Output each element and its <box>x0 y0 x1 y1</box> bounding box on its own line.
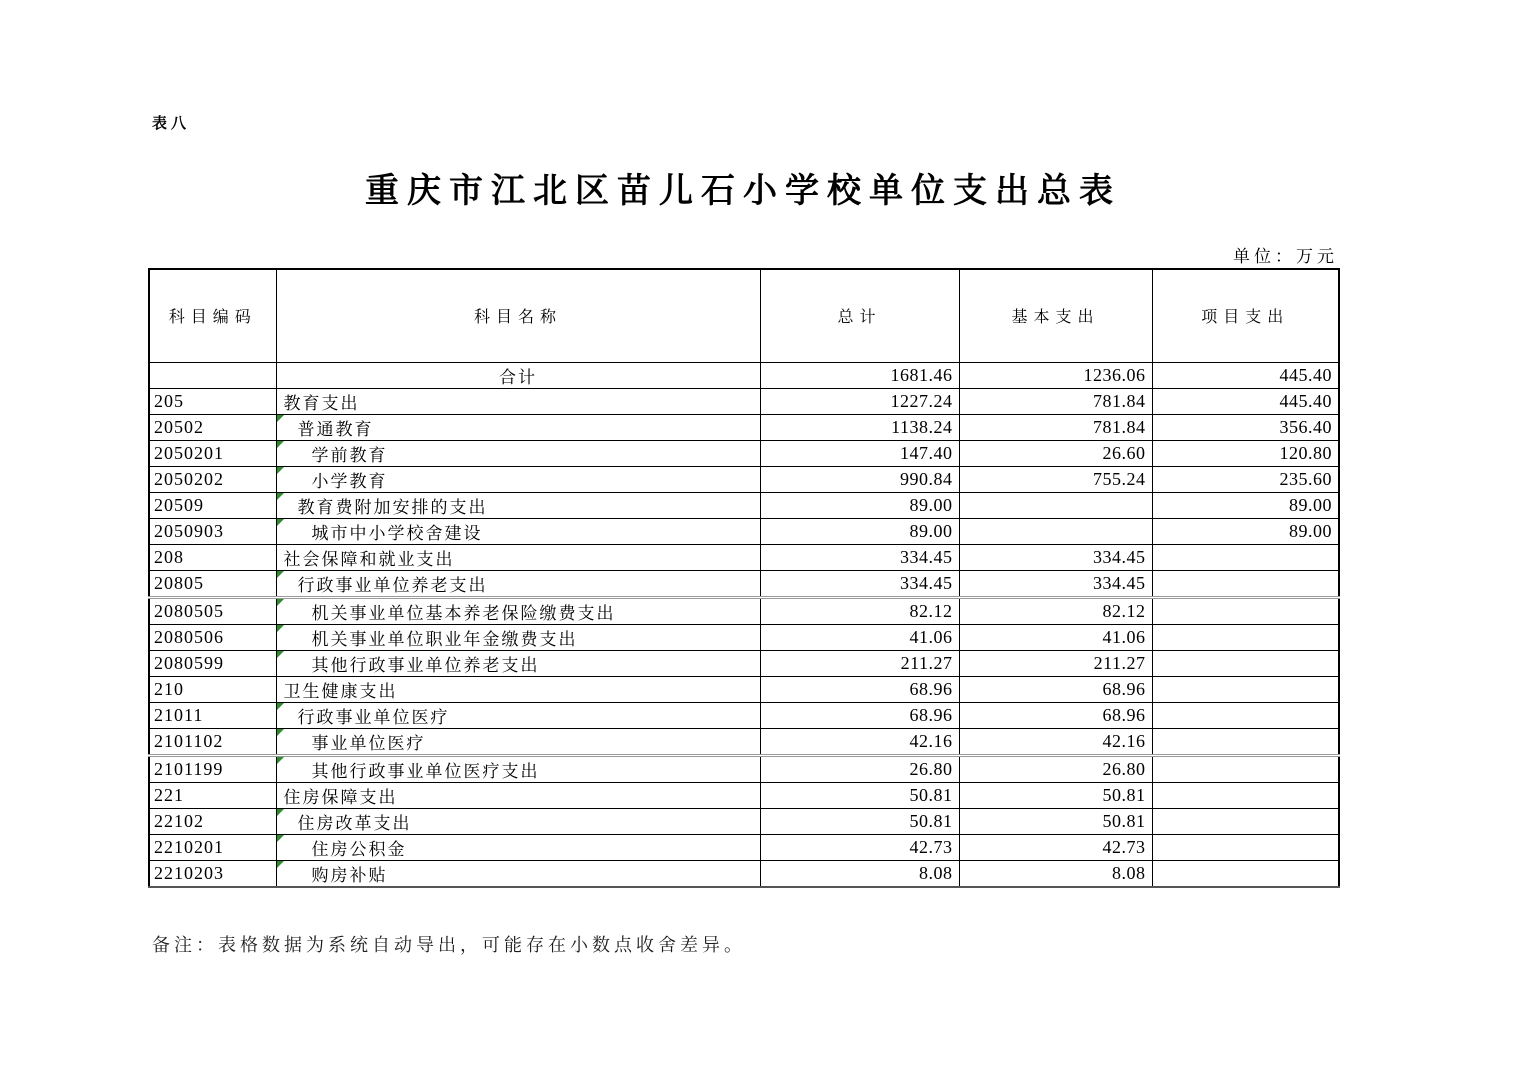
subject-name-cell: 机关事业单位基本养老保险缴费支出 <box>276 597 760 624</box>
table-row <box>149 728 1339 755</box>
project-expense-cell <box>1152 755 1339 782</box>
subject-name-cell: 住房改革支出 <box>276 808 760 834</box>
basic-expense-cell <box>959 518 1152 544</box>
project-expense-cell <box>1152 728 1339 755</box>
basic-expense-cell: 50.81 <box>959 808 1152 834</box>
subject-name-cell: 住房保障支出 <box>276 782 760 808</box>
basic-expense-cell: 781.84 <box>959 388 1152 414</box>
subject-name-cell: 行政事业单位医疗 <box>276 702 760 728</box>
table-row <box>149 570 1339 597</box>
subject-code-cell: 2080599 <box>149 650 276 676</box>
project-expense-cell: 89.00 <box>1152 492 1339 518</box>
subject-name-cell: 社会保障和就业支出 <box>276 544 760 570</box>
basic-expense-cell: 1236.06 <box>959 362 1152 388</box>
subject-code-cell <box>149 362 276 388</box>
table-row <box>149 860 1339 887</box>
project-expense-cell <box>1152 702 1339 728</box>
total-cell: 41.06 <box>760 624 959 650</box>
page-title: 重庆市江北区苗儿石小学校单位支出总表 <box>365 173 1121 210</box>
basic-expense-cell: 8.08 <box>959 860 1152 887</box>
project-expense-cell <box>1152 860 1339 887</box>
subject-name-cell: 其他行政事业单位医疗支出 <box>276 755 760 782</box>
total-cell: 147.40 <box>760 440 959 466</box>
total-cell: 68.96 <box>760 702 959 728</box>
total-cell: 50.81 <box>760 808 959 834</box>
subject-name-cell: 卫生健康支出 <box>276 676 760 702</box>
subject-name-cell: 小学教育 <box>276 466 760 492</box>
subject-code-cell: 2210201 <box>149 834 276 860</box>
total-cell: 50.81 <box>760 782 959 808</box>
basic-expense-cell: 26.80 <box>959 755 1152 782</box>
project-expense-cell <box>1152 570 1339 597</box>
subject-code-cell: 2050903 <box>149 518 276 544</box>
footnote: 备注：表格数据为系统自动导出，可能存在小数点收舍差异。 <box>152 935 746 955</box>
basic-expense-cell: 82.12 <box>959 597 1152 624</box>
project-expense-cell: 120.80 <box>1152 440 1339 466</box>
subject-code-cell: 210 <box>149 676 276 702</box>
table-row <box>149 544 1339 570</box>
table-row <box>149 362 1339 388</box>
subject-name-cell: 住房公积金 <box>276 834 760 860</box>
basic-expense-cell: 41.06 <box>959 624 1152 650</box>
total-cell: 89.00 <box>760 492 959 518</box>
subject-name-cell: 城市中小学校舍建设 <box>276 518 760 544</box>
table-row <box>149 782 1339 808</box>
basic-expense-cell: 68.96 <box>959 702 1152 728</box>
basic-expense-cell: 68.96 <box>959 676 1152 702</box>
expense-table <box>148 268 1340 888</box>
subject-name-cell: 教育支出 <box>276 388 760 414</box>
subject-name-cell: 普通教育 <box>276 414 760 440</box>
project-expense-cell <box>1152 782 1339 808</box>
total-cell: 334.45 <box>760 570 959 597</box>
subject-name-cell: 购房补贴 <box>276 860 760 887</box>
table-row <box>149 414 1339 440</box>
table-header-row <box>149 269 1339 362</box>
total-cell: 42.73 <box>760 834 959 860</box>
total-cell: 8.08 <box>760 860 959 887</box>
basic-expense-cell: 42.73 <box>959 834 1152 860</box>
subject-code-cell: 2080506 <box>149 624 276 650</box>
total-cell: 89.00 <box>760 518 959 544</box>
table-row <box>149 834 1339 860</box>
subject-code-cell: 20509 <box>149 492 276 518</box>
total-cell: 211.27 <box>760 650 959 676</box>
unit-label: 单位：万元 <box>1233 247 1338 266</box>
total-cell: 1681.46 <box>760 362 959 388</box>
total-cell: 990.84 <box>760 466 959 492</box>
subject-name-cell: 其他行政事业单位养老支出 <box>276 650 760 676</box>
column-header-1: 科目名称 <box>276 269 760 362</box>
subject-name-cell: 行政事业单位养老支出 <box>276 570 760 597</box>
basic-expense-cell: 781.84 <box>959 414 1152 440</box>
total-cell: 82.12 <box>760 597 959 624</box>
project-expense-cell <box>1152 544 1339 570</box>
table-row <box>149 650 1339 676</box>
subject-code-cell: 2101102 <box>149 728 276 755</box>
subject-code-cell: 22102 <box>149 808 276 834</box>
table-row <box>149 676 1339 702</box>
subject-name-cell: 学前教育 <box>276 440 760 466</box>
subject-code-cell: 20502 <box>149 414 276 440</box>
subject-code-cell: 21011 <box>149 702 276 728</box>
subject-code-cell: 2101199 <box>149 755 276 782</box>
total-cell: 1138.24 <box>760 414 959 440</box>
column-header-2: 总计 <box>760 269 959 362</box>
table-row <box>149 702 1339 728</box>
project-expense-cell <box>1152 676 1339 702</box>
table-row <box>149 755 1339 782</box>
subject-code-cell: 20805 <box>149 570 276 597</box>
table-row <box>149 518 1339 544</box>
basic-expense-cell: 755.24 <box>959 466 1152 492</box>
subject-name-cell: 合计 <box>276 362 760 388</box>
subject-name-cell: 事业单位医疗 <box>276 728 760 755</box>
basic-expense-cell: 334.45 <box>959 570 1152 597</box>
table-row <box>149 808 1339 834</box>
project-expense-cell: 356.40 <box>1152 414 1339 440</box>
project-expense-cell <box>1152 597 1339 624</box>
table-number-label: 表八 <box>152 116 191 132</box>
subject-name-cell: 机关事业单位职业年金缴费支出 <box>276 624 760 650</box>
table-row <box>149 597 1339 624</box>
basic-expense-cell: 334.45 <box>959 544 1152 570</box>
subject-code-cell: 2080505 <box>149 597 276 624</box>
column-header-3: 基本支出 <box>959 269 1152 362</box>
expense-table-wrap <box>148 268 1340 888</box>
table-row <box>149 624 1339 650</box>
subject-name-cell: 教育费附加安排的支出 <box>276 492 760 518</box>
expense-table-body <box>149 362 1339 887</box>
total-cell: 68.96 <box>760 676 959 702</box>
subject-code-cell: 2210203 <box>149 860 276 887</box>
project-expense-cell <box>1152 624 1339 650</box>
total-cell: 1227.24 <box>760 388 959 414</box>
total-cell: 334.45 <box>760 544 959 570</box>
subject-code-cell: 2050201 <box>149 440 276 466</box>
column-header-0: 科目编码 <box>149 269 276 362</box>
table-row <box>149 492 1339 518</box>
table-row <box>149 466 1339 492</box>
table-row <box>149 388 1339 414</box>
subject-code-cell: 221 <box>149 782 276 808</box>
basic-expense-cell <box>959 492 1152 518</box>
project-expense-cell <box>1152 650 1339 676</box>
basic-expense-cell: 42.16 <box>959 728 1152 755</box>
column-header-4: 项目支出 <box>1152 269 1339 362</box>
basic-expense-cell: 26.60 <box>959 440 1152 466</box>
project-expense-cell: 89.00 <box>1152 518 1339 544</box>
table-header <box>149 269 1339 362</box>
basic-expense-cell: 211.27 <box>959 650 1152 676</box>
table-row <box>149 440 1339 466</box>
subject-code-cell: 2050202 <box>149 466 276 492</box>
subject-code-cell: 208 <box>149 544 276 570</box>
total-cell: 26.80 <box>760 755 959 782</box>
basic-expense-cell: 50.81 <box>959 782 1152 808</box>
project-expense-cell <box>1152 834 1339 860</box>
subject-code-cell: 205 <box>149 388 276 414</box>
project-expense-cell: 235.60 <box>1152 466 1339 492</box>
total-cell: 42.16 <box>760 728 959 755</box>
project-expense-cell <box>1152 808 1339 834</box>
project-expense-cell: 445.40 <box>1152 388 1339 414</box>
project-expense-cell: 445.40 <box>1152 362 1339 388</box>
